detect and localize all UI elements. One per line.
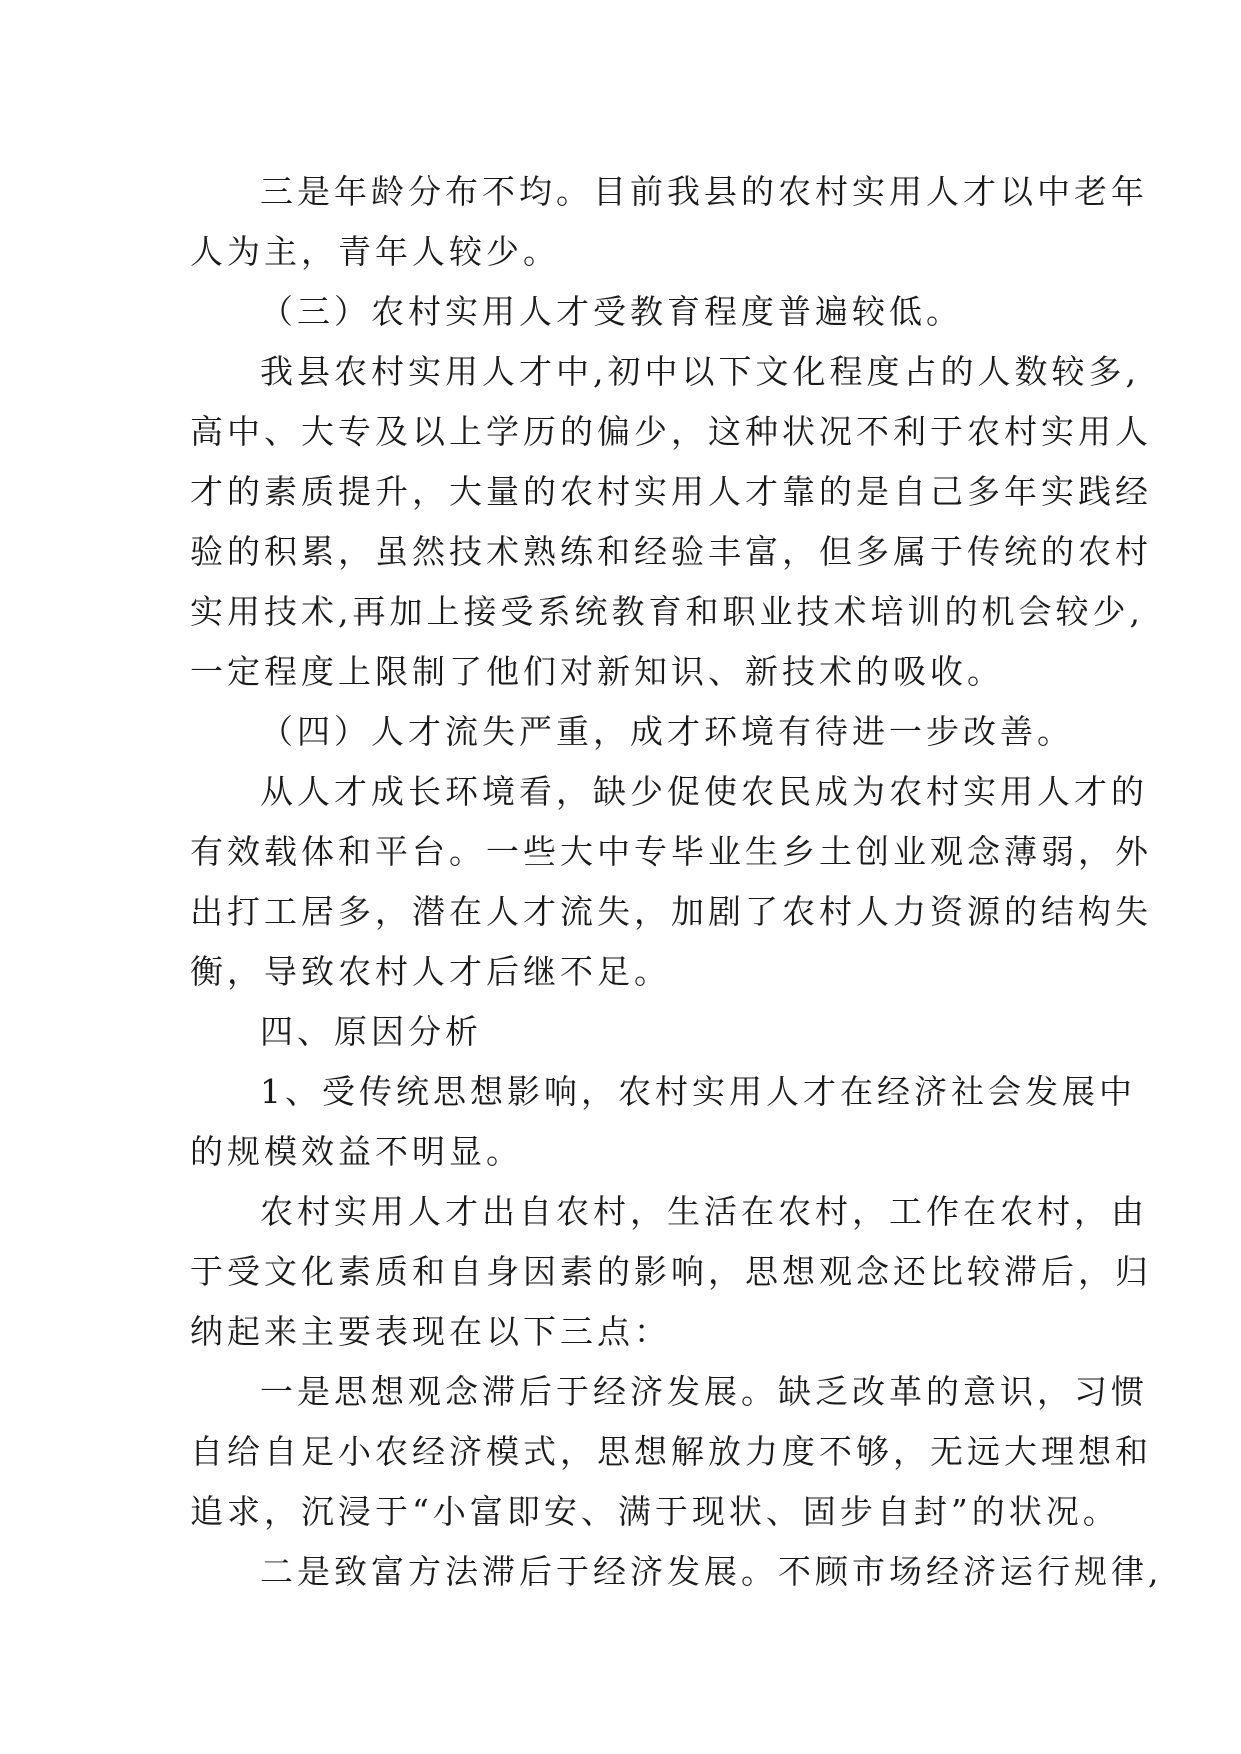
- text-line: 验的积累，虽然技术熟练和经验丰富，但多属于传统的农村: [190, 532, 1152, 571]
- section-heading: 四、原因分析: [260, 1012, 482, 1051]
- section-heading: （三）农村实用人才受教育程度普遍较低。: [260, 292, 963, 331]
- text-line: 有效载体和平台。一些大中专毕业生乡土创业观念薄弱，外: [190, 832, 1152, 871]
- text-line: 一定程度上限制了他们对新知识、新技术的吸收。: [190, 652, 1004, 691]
- text-line: 三是年龄分布不均。目前我县的农村实用人才以中老年: [260, 172, 1148, 211]
- text-line: 衡，导致农村人才后继不足。: [190, 952, 671, 991]
- document-body: [190, 162, 1163, 1602]
- text-line: 我县农村实用人才中,初中以下文化程度占的人数较多,: [260, 352, 1140, 391]
- section-heading: （四）人才流失严重，成才环境有待进一步改善。: [260, 712, 1074, 751]
- text-line: 纳起来主要表现在以下三点：: [190, 1312, 671, 1351]
- text-line: 才的素质提升，大量的农村实用人才靠的是自己多年实践经: [190, 472, 1152, 511]
- text-line: 自给自足小农经济模式，思想解放力度不够，无远大理想和: [190, 1432, 1152, 1471]
- text-line: 二是致富方法滞后于经济发展。不顾市场经济运行规律,: [260, 1552, 1163, 1591]
- text-line: 农村实用人才出自农村，生活在农村，工作在农村，由: [260, 1192, 1148, 1231]
- text-line: 人为主，青年人较少。: [190, 232, 560, 271]
- text-line: 从人才成长环境看，缺少促使农民成为农村实用人才的: [260, 772, 1148, 811]
- text-line: 实用技术,再加上接受系统教育和职业技术培训的机会较少,: [190, 592, 1144, 631]
- text-line: 一是思想观念滞后于经济发展。缺乏改革的意识，习惯: [260, 1372, 1148, 1411]
- subsection-heading: 1、受传统思想影响，农村实用人才在经济社会发展中: [260, 1072, 1136, 1111]
- text-line: 于受文化素质和自身因素的影响，思想观念还比较滞后，归: [190, 1252, 1152, 1291]
- text-line: 高中、大专及以上学历的偏少，这种状况不利于农村实用人: [190, 412, 1152, 451]
- subsection-heading: 的规模效益不明显。: [190, 1132, 523, 1171]
- text-line: 追求，沉浸于“小富即安、满于现状、固步自封”的状况。: [190, 1492, 1120, 1531]
- text-line: 出打工居多，潜在人才流失，加剧了农村人力资源的结构失: [190, 892, 1152, 931]
